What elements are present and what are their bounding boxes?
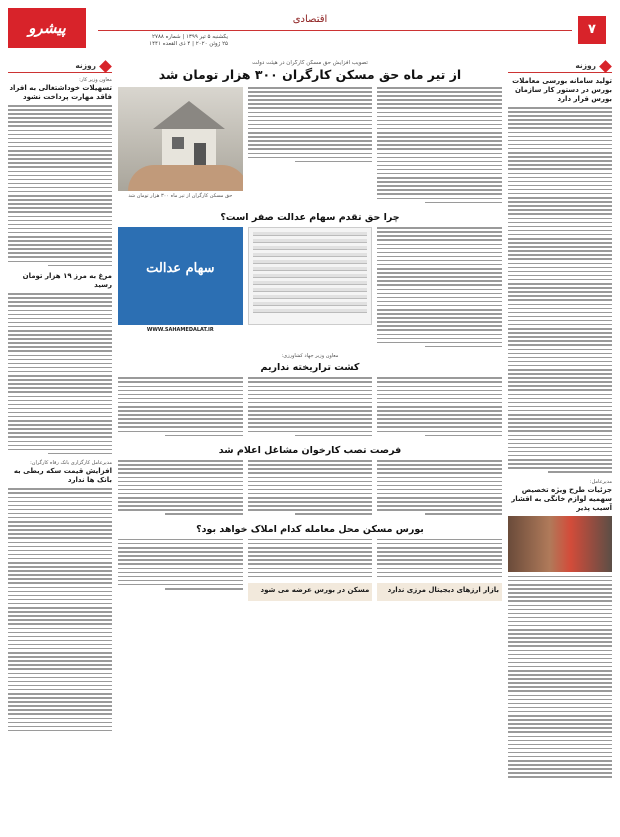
article-title: مرغ به مرز ۱۹ هزار تومان رسید	[22, 272, 112, 290]
lead-kicker: تصویب افزایش حق مسکن کارگران در هیئت دولت	[252, 60, 368, 66]
newspaper-logo: پیشرو	[8, 8, 86, 48]
store-photo	[508, 516, 612, 572]
article-body	[248, 539, 373, 577]
inset-box: مسکن در بورس عرضه می شود	[248, 583, 373, 601]
dateline: یکشنبه ۵ تیر ۱۳۹۹ | شماره ۲۷۸۸ ۲۵ ژوئن ۲۰۲۰ | ۴ ذی القعده ۱۴۴۱	[149, 34, 228, 47]
photo-caption: حق مسکن کارگران از تیر ماه ۳۰۰ هزار تومان شد	[128, 193, 233, 199]
shares-url: WWW.SAHAMEDALAT.IR	[146, 327, 214, 334]
article-body	[377, 87, 502, 203]
bottom-story	[118, 539, 502, 601]
article-body	[248, 87, 373, 162]
article-kicker: معاون وزیر کار:	[79, 77, 112, 83]
labor-kicker: معاون وزیر جهاد کشاورزی:	[281, 353, 339, 360]
article-body	[8, 293, 112, 454]
article-body	[508, 576, 612, 778]
article-body	[118, 539, 243, 590]
article-title: افزایش قیمت سکه ربطی به بانک ها ندارد	[13, 467, 112, 485]
header-divider	[98, 30, 572, 31]
shares-story	[118, 227, 502, 353]
section-title: اقتصادی	[292, 14, 328, 25]
jobs-story	[118, 460, 502, 521]
article-title: جزئیات طرح ویژه تخصیص سهمیه لوازم خانگی به اقشار آسیب پذیر	[511, 485, 612, 512]
article-body	[8, 488, 112, 731]
article-body	[377, 539, 502, 577]
article-body	[118, 377, 243, 436]
article-body	[8, 105, 112, 266]
article-kicker: مدیرعامل:	[589, 478, 612, 485]
article-body	[118, 460, 243, 515]
article-body	[377, 227, 502, 347]
right-column	[508, 60, 612, 825]
diamond-icon	[99, 60, 112, 73]
shares-title: چرا حق تقدم سهام عدالت صفر است؟	[220, 212, 400, 224]
lead-title: از تیر ماه حق مسکن کارگران ۳۰۰ هزار تومان شد	[158, 67, 462, 82]
page-number: ۷	[578, 16, 606, 44]
shares-table-image	[248, 227, 373, 325]
left-column	[8, 60, 112, 825]
page-header	[8, 8, 612, 60]
left-column-header: روزنه	[8, 60, 112, 73]
diamond-icon	[599, 60, 612, 73]
labor-title: کشت تراریخته نداریم	[260, 362, 360, 374]
article-body	[377, 460, 502, 515]
article-body	[248, 377, 373, 436]
article-title: تسهیلات خوداشتغالی به افراد فاقد مهارت پرداخت نشود	[9, 84, 112, 101]
house-photo	[118, 87, 243, 191]
main-column	[118, 60, 502, 825]
right-column-header: روزنه	[508, 60, 612, 73]
article-title: تولید سامانه بورسی معاملات بورس در دستور کار سازمان بورس قرار دارد	[512, 77, 612, 103]
shares-logo-image: سهام عدالت	[118, 227, 243, 325]
article-body	[248, 460, 373, 515]
lead-story	[118, 87, 502, 209]
jobs-title: فرصت تصب کارخوان مشاغل اعلام شد	[218, 445, 402, 457]
inset-box: بازار ارزهای دیجیتال مرزی ندارد	[377, 583, 502, 601]
bottom-title: بورس مسکن محل معامله کدام املاک خواهد بود؟	[196, 523, 424, 535]
article-body	[508, 107, 612, 473]
labor-story	[118, 377, 502, 442]
article-body	[377, 377, 502, 436]
article-kicker: مدیرعامل کارگزاری بانک رفاه کارگران:	[30, 460, 112, 467]
